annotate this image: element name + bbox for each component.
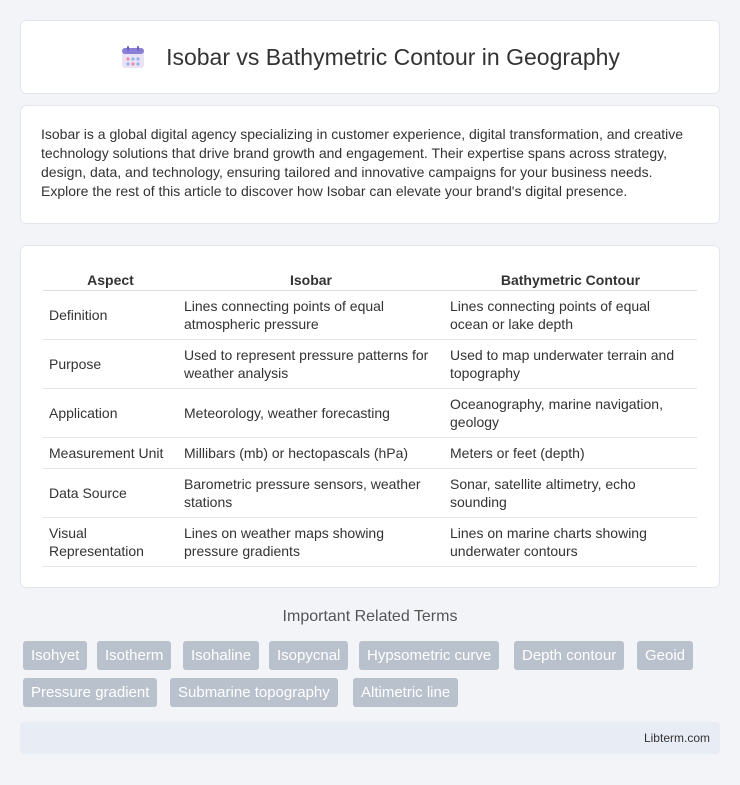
table-cell: Meteorology, weather forecasting [178,388,444,437]
page-title: Isobar vs Bathymetric Contour in Geography [166,43,620,70]
table-cell: Purpose [43,339,178,388]
column-header-aspect: Aspect [43,266,178,290]
table-row [43,437,697,468]
comparison-table [43,266,697,567]
table-cell: Lines on weather maps showing pressure gradients [178,517,444,566]
table-row [43,468,697,517]
table-row [43,290,697,339]
tag-geoid[interactable]: Geoid [637,641,693,670]
table-cell: Definition [43,290,178,339]
header-card [20,20,720,94]
tag-pressure-gradient[interactable]: Pressure gradient [23,678,157,707]
related-terms-title: Important Related Terms [282,608,458,625]
footer [20,722,720,754]
table-cell: Meters or feet (depth) [444,437,697,468]
table-row [43,517,697,566]
table-cell: Barometric pressure sensors, weather stations [178,468,444,517]
tag-isohyet[interactable]: Isohyet [23,641,87,670]
comparison-table-card [20,245,720,588]
table-cell: Lines connecting points of equal atmospheric pressure [178,290,444,339]
table-cell: Lines connecting points of equal ocean or lake depth [444,290,697,339]
tag-isohaline[interactable]: Isohaline [183,641,259,670]
table-cell: Oceanography, marine navigation, geology [444,388,697,437]
tag-isotherm[interactable]: Isotherm [97,641,171,670]
table-cell: Measurement Unit [43,437,178,468]
footer-site-link[interactable]: Libterm.com [643,731,710,745]
column-header-bathymetric: Bathymetric Contour [444,266,697,290]
table-cell: Visual Representation [43,517,178,566]
table-cell: Data Source [43,468,178,517]
intro-card [20,105,720,224]
table-cell: Used to represent pressure patterns for weather analysis [178,339,444,388]
tag-isopycnal[interactable]: Isopycnal [269,641,348,670]
table-cell: Used to map underwater terrain and topography [444,339,697,388]
table-cell: Millibars (mb) or hectopascals (hPa) [178,437,444,468]
table-cell: Lines on marine charts showing underwater contours [444,517,697,566]
tag-submarine-topography[interactable]: Submarine topography [170,678,338,707]
tag-depth-contour[interactable]: Depth contour [514,641,624,670]
table-header-row [43,266,697,290]
tag-altimetric-line[interactable]: Altimetric line [353,678,458,707]
table-cell: Application [43,388,178,437]
table-row [43,339,697,388]
table-cell: Sonar, satellite altimetry, echo sounding [444,468,697,517]
calendar-icon [120,44,146,70]
column-header-isobar: Isobar [178,266,444,290]
intro-text: Isobar is a global digital agency specializing in customer experience, digital transformation, and creative technology solutions that drive brand growth and engagement. Their expertise spans across strategy, design, data, and technology, ensuring tailored and innovative campaigns for your business needs. Explore the rest of this article to discover how Isobar can elevate your brand's digital presence. [41,126,684,199]
tag-hypsometric-curve[interactable]: Hypsometric curve [359,641,499,670]
table-row [43,388,697,437]
